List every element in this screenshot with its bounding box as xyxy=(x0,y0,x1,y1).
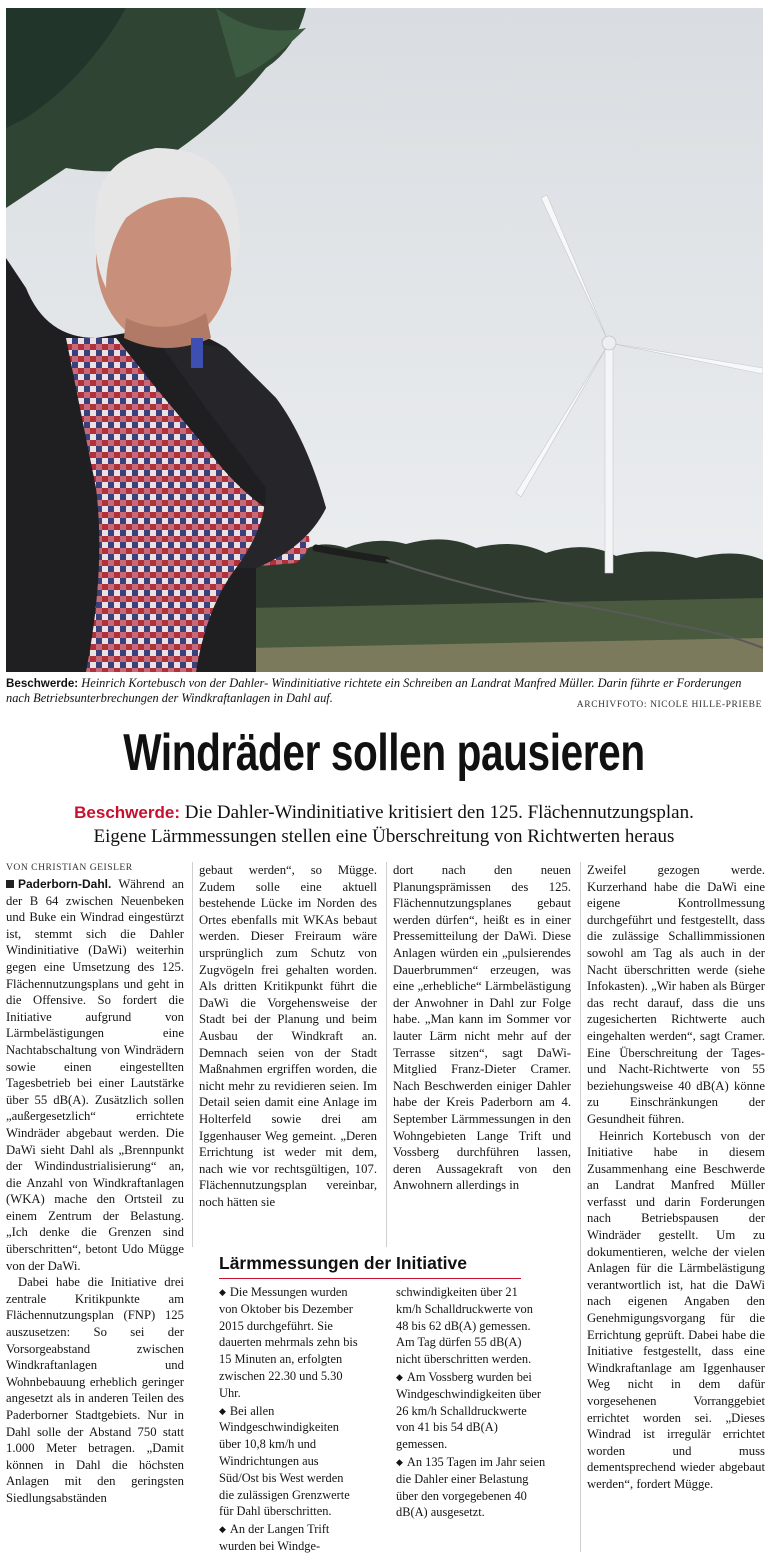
diamond-bullet-icon: ◆ xyxy=(219,1287,226,1297)
headline: Windräder sollen pausieren xyxy=(123,724,645,782)
article-column-4 xyxy=(587,862,765,1493)
infobox-column-1 xyxy=(219,1284,359,1554)
diamond-bullet-icon: ◆ xyxy=(219,1405,226,1416)
column-divider xyxy=(580,862,581,1552)
diamond-bullet-icon: ◆ xyxy=(219,1524,226,1535)
infobox-column-2 xyxy=(396,1284,546,1522)
subhead-lead: Beschwerde: xyxy=(74,803,180,822)
caption-lead: Beschwerde: xyxy=(6,677,79,690)
infobox-item: schwindigkeiten über 21 km/h Schalldruckwerte von 48 bis 62 dB(A) gemessen. Am Tag dürfen 55 dB(A) nicht überschritten werden. xyxy=(396,1285,533,1367)
article-column-2 xyxy=(199,862,377,1210)
subhead-line-2: Eigene Lärmmessungen stellen eine Überschreitung von Richtwerten heraus xyxy=(93,826,675,847)
diamond-bullet-icon: ◆ xyxy=(396,1456,403,1467)
subheadline xyxy=(0,801,768,849)
dateline: Paderborn-Dahl. xyxy=(18,877,112,891)
article-photo-illustration xyxy=(6,8,763,672)
byline: VON CHRISTIAN GEISLER xyxy=(6,862,133,873)
infobox-item: ◆ An 135 Tagen im Jahr seien die Dahler einer Belastung über den vorgegebenen 40 dB(A) ausgesetzt. xyxy=(396,1454,546,1520)
infobox-item: ◆ Bei allen Windgeschwindigkeiten über 10,8 km/h und Windrichtungen aus Süd/Ost bis West werden die zulässigen Grenzwerte für Dahl überschritten. xyxy=(219,1403,350,1519)
paragraph: Während an der B 64 zwischen Neuenbeken und Buke ein Windrad eingestürzt ist, stemmt sich die Dahler Windinitiative (DaWi) weiterhin gegen eine Umsetzung des 125. Flächennutzungsplans und geht in die Offensive. So fordert die Initiative aufgrund von Lärmbelästigungen eine Nachtabschaltung von Windrädern sowie einen eingestellten Tagesbetrieb bei einer Lautstärke über 55 dB(A). Zusätzlich sollen „außergesetzlich“ errichtete Windräder abgebaut werden. Die DaWi sieht Dahl als „Brennpunkt der Windindustrialisierung“ an, die Anzahl von Windkraftanlagen (WKA) mache den Ortsteil zu einem Zentrum der Belastung. „Ich denke die Grenzen sind überschritten“, betont Udo Mügge von der DaWi. xyxy=(6,877,184,1273)
infobox-item: ◆ An der Langen Trift wurden bei Windge- xyxy=(219,1522,330,1553)
paragraph: Heinrich Kortebusch von der Initiative habe in diesem Zusammenhang eine Beschwerde an Landrat Manfred Müller verfasst und darin Forderungen nach Betriebspausen der Windräder gestellt. Um zu dokumentieren, welche der vielen Anlagen für die Lärmbelästigung verantwortlich ist, hat die DaWi nach eigenen Angaben den Genehmigungsvorgang für die Errichtung geprüft. Dabei habe die Initiative festgestellt, dass eine Windkraftanlage am Iggenhauser Weg nicht in dem dafür vorgesehenen Vorranggebiet errichtet worden sei. „Dieses Windrad ist irregulär errichtet worden und muss dementsprechend wieder abgebaut werden“, fordert Mügge. xyxy=(587,1128,765,1491)
column-divider xyxy=(386,862,387,1247)
infobox-title: Lärmmessungen der Initiative xyxy=(219,1252,521,1279)
paragraph: Zweifel gezogen werde. Kurzerhand habe die DaWi eine eigene Kontrollmessung durchgeführt und festgestellt, dass die zulässige Schallimmissionen sowohl am Tag als auch in der Nacht überschritten werde (siehe Infokasten). „Wir haben als Bürger das recht darauf, dass die uns zugesicherten Richtwerte auch eingehalten werden“, sagt Cramer. Eine Überschreitung der Tages- und Nacht-Richtwerte von 55 beziehungsweise 40 dB(A) könne zu Einschränkungen der Gesundheit führen. xyxy=(587,863,765,1126)
forest-treeline xyxy=(246,539,763,672)
diamond-bullet-icon: ◆ xyxy=(396,1371,403,1382)
infobox-item: ◆ Am Vossberg wurden bei Windgeschwindigkeiten über 26 km/h Schalldruckwerte von 41 bis 54 dB(A) gemessen. xyxy=(396,1369,542,1452)
column-divider xyxy=(192,862,193,1247)
paragraph: gebaut werden“, so Mügge. Zudem solle eine aktuell bestehende Lücke im Norden des Ortes ebenfalls mit WKAs bebaut werden. Dieser Freiraum wäre ursprünglich zum Schutz von Zugvögeln frei gehalten worden. Als dritten Kritikpunkt führt die DaWi die Vorgehensweise der Stadt bei der Planung und beim Ausbau der Windkraft an. Demnach seien von der Stadt Maßnahmen ergriffen worden, die nicht mehr zu revidieren seien. Im Detail seien damit eine Anlage im Holterfeld sowie drei am Iggenhauser Weg gemeint. „Deren Errichtung ist weder mit dem, nach wie vor rechtsgültigen, 107. Flächennutzungsplan vereinbar, noch hätten sie xyxy=(199,863,377,1209)
photo-credit: ARCHIVFOTO: NICOLE HILLE-PRIEBE xyxy=(576,700,762,710)
infobox-item: ◆ Die Messungen wurden von Oktober bis Dezember 2015 durchgeführt. Sie dauerten mehrmals zehn bis 15 Minuten an, erfolgten zwischen 22.30 und 5.30 Uhr. xyxy=(219,1285,358,1400)
article-column-3 xyxy=(393,862,571,1194)
article-column-1 xyxy=(6,876,184,1507)
caption-text: Heinrich Kortebusch von der Dahler- Windinitiative richtete ein Schreiben an Landrat Manfred Müller. Darin führte er Forderungen nach Betriebsunterbrechungen der Windkraftanlagen in Dahl auf. xyxy=(6,676,742,705)
paragraph: dort nach den neuen Planungsprämissen des 125. Flächennutzungsplanes gebaut werden dürfen“, heißt es in einer Pressemitteilung der DaWi. Diese Anlagen würden ein „pulsierendes Dauerbrummen“ erzeugen, was eine „erhebliche“ Lärmbelästigung der Anwohner in Dahl zur Folge habe. „Man kann im Sommer vor lauter Lärm nicht mehr auf der Terrasse sitzen“, sagt DaWi-Mitglied Franz-Dieter Cramer. Nach Beschwerden einiger Dahler habe der Kreis Paderborn am 4. September Lärmmessungen in den Wohngebieten Lange Trift und Vossberg durchführen lassen, deren Aussagekraft von den Anwohnern allerdings in xyxy=(393,863,571,1193)
article-photo xyxy=(6,8,763,672)
square-bullet-icon xyxy=(6,880,14,888)
paragraph: Dabei habe die Initiative drei zentrale Kritikpunkte am Flächennutzungsplan (FNP) 125 auszusetzen: So sei der Vorsorgeabstand zwischen Windkraftanlagen und Wohnbebauung erheblich geringer angesetzt als in anderen Teilen des Paderborner Stadtgebiets. Nur in Dahl solle der Abstand 750 statt 1.000 Meter betragen. „Damit können in Dahl die höchsten Anlagen mit den geringsten Siedlungsabständen xyxy=(6,1275,184,1505)
subhead-line-1: Die Dahler-Windinitiative kritisiert den 125. Flächennutzungsplan. xyxy=(184,802,694,823)
